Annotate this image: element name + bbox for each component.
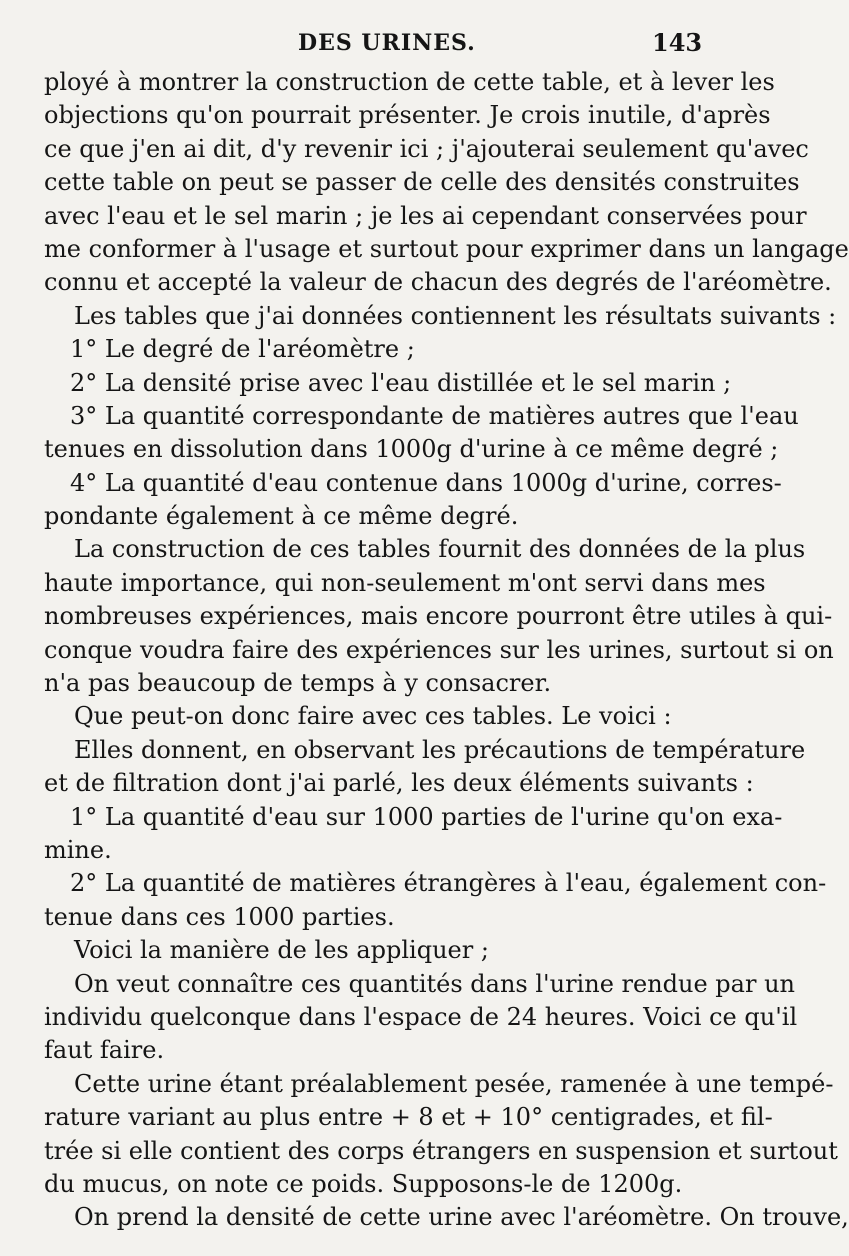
text-line: nombreuses expériences, mais encore pourront être utiles à qui- [44, 602, 833, 631]
text-line: Que peut-on donc faire avec ces tables. Le voici : [74, 702, 672, 731]
text-line: faut faire. [44, 1036, 165, 1065]
text-line: La construction de ces tables fournit des données de la plus [74, 535, 806, 564]
text-line: tenues en dissolution dans 1000g d'urine à ce même degré ; [44, 435, 779, 464]
page-header [0, 22, 800, 62]
running-head: DES URINES. [298, 30, 476, 56]
text-line: objections qu'on pourrait présenter. Je crois inutile, d'après [44, 101, 771, 130]
text-line: On veut connaître ces quantités dans l'urine rendue par un [74, 969, 795, 998]
text-line: mine. [44, 835, 112, 864]
text-line: individu quelconque dans l'espace de 24 heures. Voici ce qu'il [44, 1002, 798, 1031]
text-line: rature variant au plus entre + 8 et + 10° centigrades, et fil- [44, 1103, 773, 1132]
text-line: pondante également à ce même degré. [44, 502, 519, 531]
list-item: 2° La densité prise avec l'eau distillée et le sel marin ; [70, 368, 732, 397]
text-line: ce que j'en ai dit, d'y revenir ici ; j'ajouterai seulement qu'avec [44, 134, 809, 163]
text-line: Cette urine étant préalablement pesée, ramenée à une tempé- [74, 1069, 834, 1098]
text-line: tenue dans ces 1000 parties. [44, 902, 395, 931]
text-line: haute importance, qui non-seulement m'ont servi dans mes [44, 568, 766, 597]
list-item: 1° La quantité d'eau sur 1000 parties de l'urine qu'on exa- [70, 802, 783, 831]
text-line: Elles donnent, en observant les précautions de température [74, 735, 806, 764]
text-line: trée si elle contient des corps étrangers en suspension et surtout [44, 1136, 838, 1165]
text-line: Voici la manière de les appliquer ; [74, 936, 489, 965]
list-item: 4° La quantité d'eau contenue dans 1000g d'urine, corres- [70, 468, 782, 497]
text-line: du mucus, on note ce poids. Supposons-le de 1200g. [44, 1169, 683, 1198]
text-line: et de filtration dont j'ai parlé, les deux éléments suivants : [44, 769, 754, 798]
text-line: On prend la densité de cette urine avec l'aréomètre. On trouve, [74, 1203, 849, 1232]
list-item: 1° Le degré de l'aréomètre ; [70, 335, 415, 364]
page-number: 143 [652, 28, 703, 57]
text-line: cette table on peut se passer de celle des densités construites [44, 168, 800, 197]
list-item: 2° La quantité de matières étrangères à l'eau, également con- [70, 869, 827, 898]
list-item: 3° La quantité correspondante de matières autres que l'eau [70, 401, 799, 430]
body-text [44, 66, 849, 1235]
text-line: n'a pas beaucoup de temps à y consacrer. [44, 669, 552, 698]
text-line: Les tables que j'ai données contiennent les résultats suivants : [74, 301, 837, 330]
text-line: connu et accepté la valeur de chacun des degrés de l'aréomètre. [44, 268, 832, 297]
text-line: ployé à montrer la construction de cette table, et à lever les [44, 68, 775, 96]
text-line: me conformer à l'usage et surtout pour exprimer dans un langage [44, 234, 849, 263]
text-line: conque voudra faire des expériences sur les urines, surtout si on [44, 635, 834, 664]
text-line: avec l'eau et le sel marin ; je les ai cependant conservées pour [44, 201, 807, 230]
